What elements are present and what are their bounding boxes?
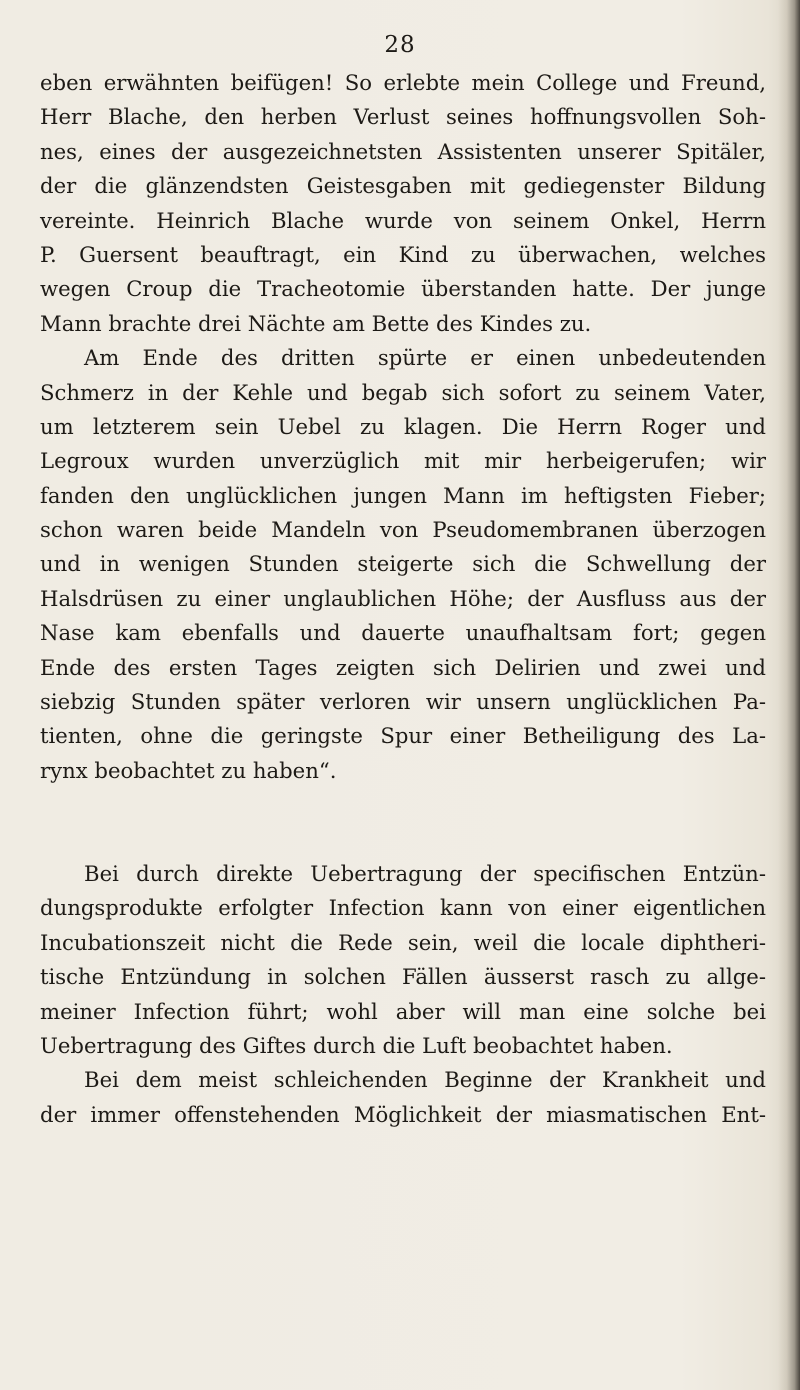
text-line: Ende des ersten Tages zeigten sich Delirien und zwei und [40, 654, 766, 680]
text-line: Halsdrüsen zu einer unglaublichen Höhe; der Ausfluss aus der [40, 585, 766, 611]
page-number: 28 [384, 32, 416, 58]
text-line: der die glänzendsten Geistesgaben mit gediegenster Bildung [40, 173, 766, 199]
text-line: Legroux wurden unverzüglich mit mir herbeigerufen; wir [40, 448, 766, 474]
text-line: der immer offenstehenden Möglichkeit der miasmatischen Ent- [40, 1101, 766, 1127]
text-line: um letzterem sein Uebel zu klagen. Die Herrn Roger und [40, 413, 766, 439]
text-line: Herr Blache, den herben Verlust seines hoffnungsvollen Soh- [40, 104, 766, 130]
text-line: fanden den unglücklichen jungen Mann im heftigsten Fieber; [40, 482, 766, 508]
text-line: eben erwähnten beifügen! So erlebte mein College und Freund, [40, 70, 766, 95]
text-line: Schmerz in der Kehle und begab sich sofort zu seinem Vater, [40, 379, 766, 405]
paragraph-gap [40, 788, 766, 857]
text-line: Bei dem meist schleichenden Beginne der Krankheit und [84, 1067, 766, 1093]
text-line: nes, eines der ausgezeichnetsten Assistenten unserer Spitäler, [40, 138, 766, 164]
text-line: siebzig Stunden später verloren wir unsern unglücklichen Pa- [40, 689, 766, 715]
text-line: Am Ende des dritten spürte er einen unbedeutenden [84, 345, 766, 371]
text-line: wegen Croup die Tracheotomie überstanden hatte. Der junge [40, 276, 766, 302]
text-line: Nase kam ebenfalls und dauerte unaufhaltsam fort; gegen [40, 620, 766, 646]
text-line: tienten, ohne die geringste Spur einer Betheiligung des La- [40, 723, 766, 749]
text-line: und in wenigen Stunden steigerte sich die Schwellung der [40, 551, 766, 577]
text-line: Bei durch direkte Uebertragung der specifischen Entzün- [84, 861, 766, 886]
text-line: vereinte. Heinrich Blache wurde von seinem Onkel, Herrn [40, 207, 766, 233]
text-line: P. Guersent beauftragt, ein Kind zu überwachen, welches [40, 241, 766, 267]
text-line: Mann brachte drei Nächte am Bette des Kindes zu. [40, 310, 592, 336]
text-line: meiner Infection führt; wohl aber will man eine solche bei [40, 998, 766, 1024]
text-line: tische Entzündung in solchen Fällen äusserst rasch zu allge- [40, 964, 766, 990]
text-line: Incubationszeit nicht die Rede sein, weil die locale diphtheri- [40, 929, 766, 955]
text-line: Uebertragung des Giftes durch die Luft beobachtet haben. [40, 1032, 673, 1058]
text-line: rynx beobachtet zu haben“. [40, 757, 337, 783]
text-line: schon waren beide Mandeln von Pseudomembranen überzogen [40, 517, 766, 543]
text-line: dungsprodukte erfolgter Infection kann von einer eigentlichen [40, 895, 766, 921]
page-edge-shadow [778, 0, 800, 1390]
body-text [40, 66, 766, 1132]
